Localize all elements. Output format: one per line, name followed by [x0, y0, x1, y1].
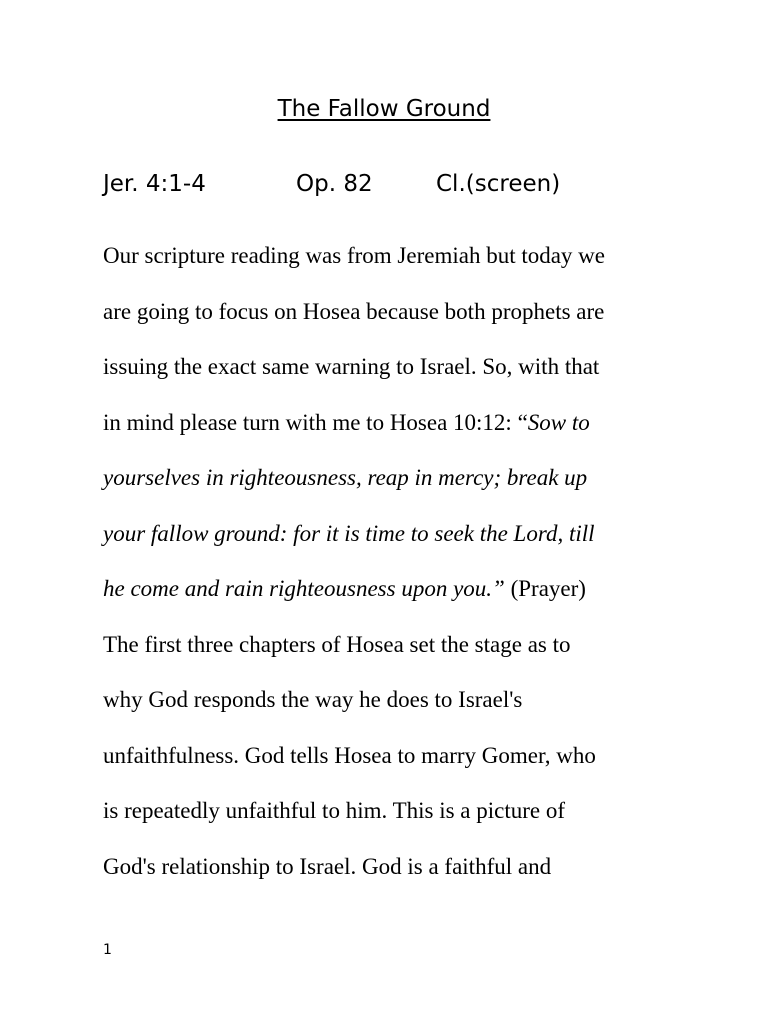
body-text-segment: (Prayer) [504, 576, 586, 601]
body-line [103, 296, 683, 352]
opening-hymn: Op. 82 [296, 171, 373, 197]
page-number: 1 [103, 942, 112, 958]
body-text-segment: The first three chapters of Hosea set the stage as to [103, 631, 571, 657]
scripture-quote-text: your fallow ground: for it is time to seek the Lord, till [103, 520, 595, 546]
scripture-reference: Jer. 4:1-4 [103, 171, 206, 197]
body-line [103, 795, 683, 851]
body-line [103, 407, 683, 463]
body-line [103, 851, 683, 907]
body-text-segment: in mind please turn with me to Hosea 10:12: “ [103, 409, 528, 435]
body-text-segment: are going to focus on Hosea because both prophets are [103, 298, 605, 324]
body-text-segment: is repeatedly unfaithful to him. This is a picture of [103, 798, 566, 823]
body-text-segment: issuing the exact same warning to Israel. So, with that [103, 354, 600, 379]
body-line [103, 684, 683, 740]
body-text-segment: God's relationship to Israel. God is a faithful and [103, 853, 552, 879]
body-text-segment: unfaithfulness. God tells Hosea to marry Gomer, who [103, 742, 596, 768]
body-line [103, 573, 683, 629]
body-line [103, 351, 683, 407]
body-line [103, 518, 683, 574]
body-line [103, 629, 683, 685]
sermon-body [103, 240, 683, 906]
scripture-quote-text: Sow to [527, 409, 590, 435]
closing-hymn: Cl.(screen) [436, 171, 561, 197]
body-line [103, 462, 683, 518]
scripture-quote-text: yourselves in righteousness, reap in mercy; break up [103, 465, 588, 490]
body-text-segment: Our scripture reading was from Jeremiah but today we [103, 243, 606, 268]
document-title: The Fallow Ground [277, 96, 491, 122]
body-text-segment: why God responds the way he does to Israel's [103, 687, 523, 712]
scripture-quote-text: he come and rain righteousness upon you.” [103, 576, 505, 601]
body-line [103, 740, 683, 796]
body-line [103, 240, 683, 296]
